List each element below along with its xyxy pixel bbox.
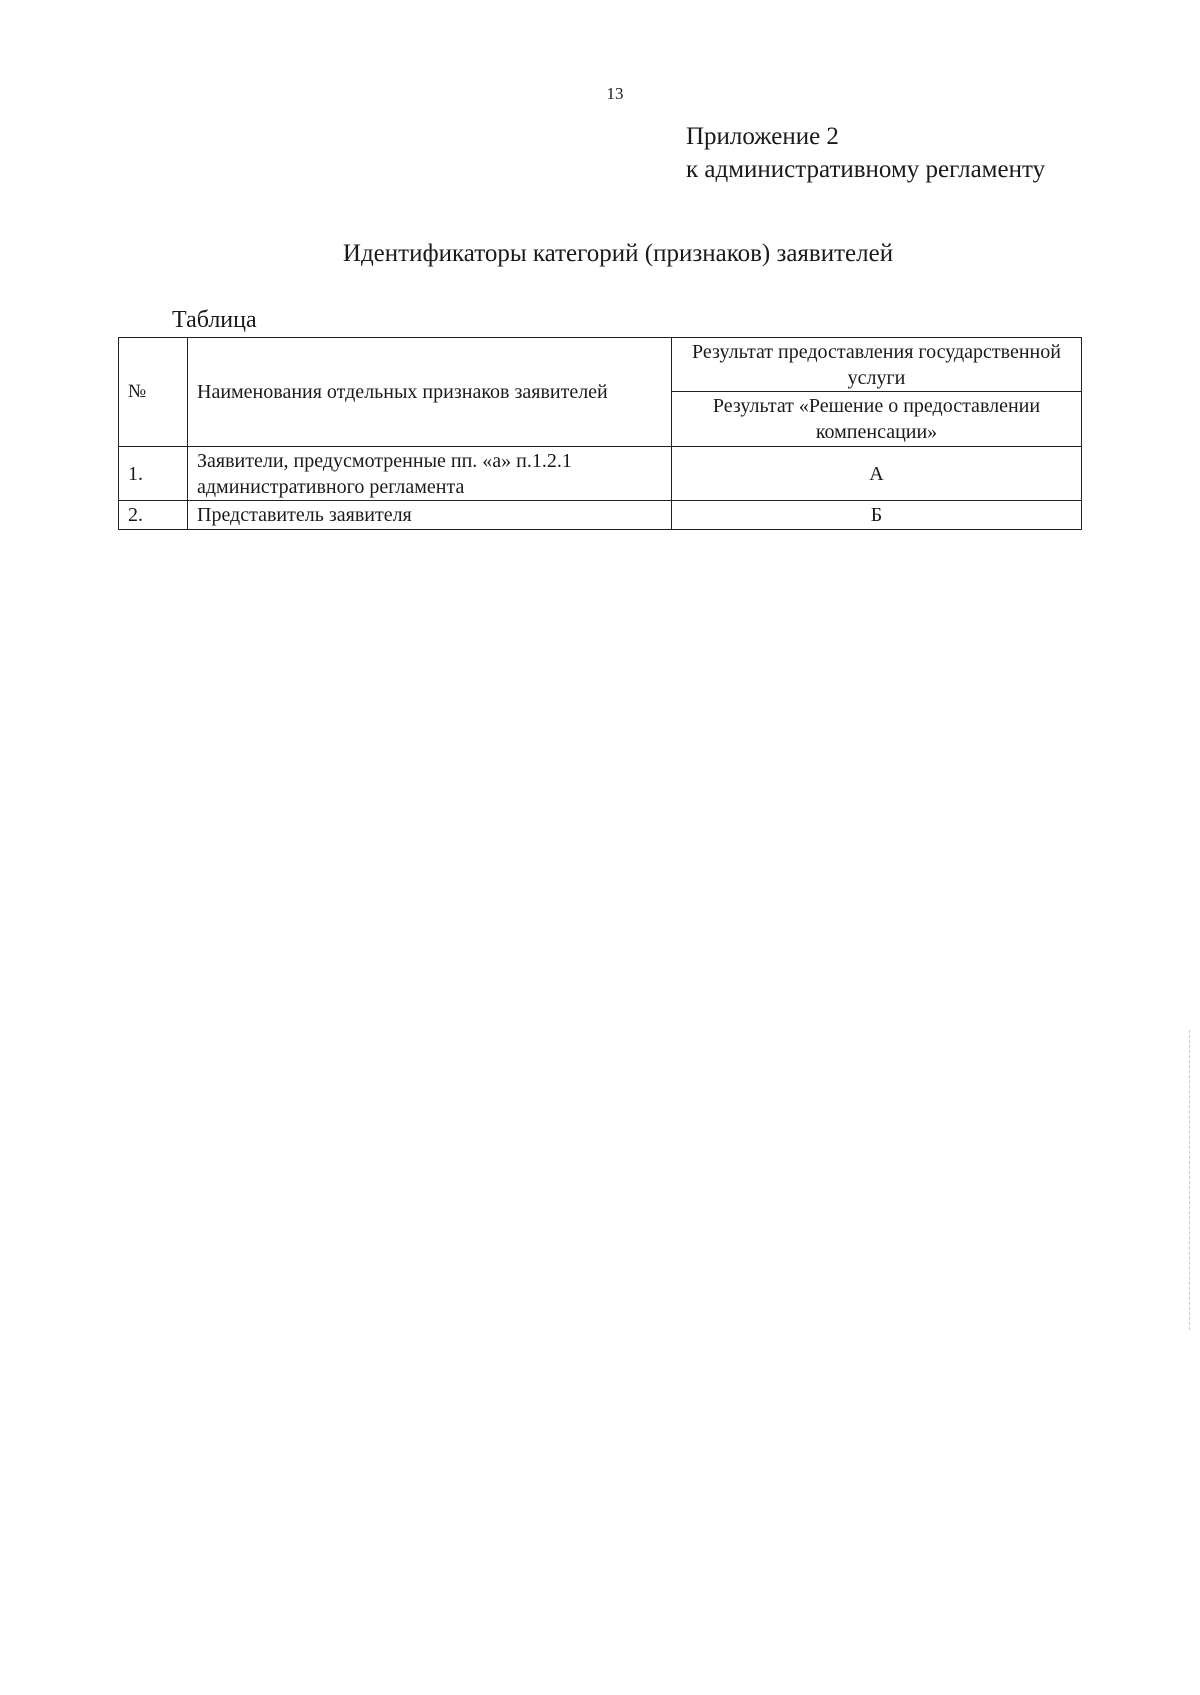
header-number: № [119,338,188,447]
row-name: Заявители, предусмотренные пп. «а» п.1.2.1 административного регламента [188,447,672,501]
table-caption: Таблица [172,307,257,333]
row-value: А [672,447,1082,501]
identifiers-table [118,337,1082,530]
header-result-group: Результат предоставления государственной услуги [672,338,1082,392]
appendix-line-1: Приложение 2 [686,123,839,150]
row-number: 1. [119,447,188,501]
table-row [119,447,1082,501]
row-number: 2. [119,501,188,530]
table-header-row [119,338,1082,392]
header-name: Наименования отдельных признаков заявителей [188,338,672,447]
document-title: Идентификаторы категорий (признаков) заявителей [342,240,894,267]
row-value: Б [672,501,1082,530]
row-name: Представитель заявителя [188,501,672,530]
page-number: 13 [606,84,624,103]
appendix-heading [686,120,1045,186]
appendix-line-2: к административному регламенту [686,156,1046,183]
scan-edge-marks [1187,1030,1190,1330]
header-result: Результат «Решение о предоставлении компенсации» [672,392,1082,447]
table-row [119,501,1082,530]
